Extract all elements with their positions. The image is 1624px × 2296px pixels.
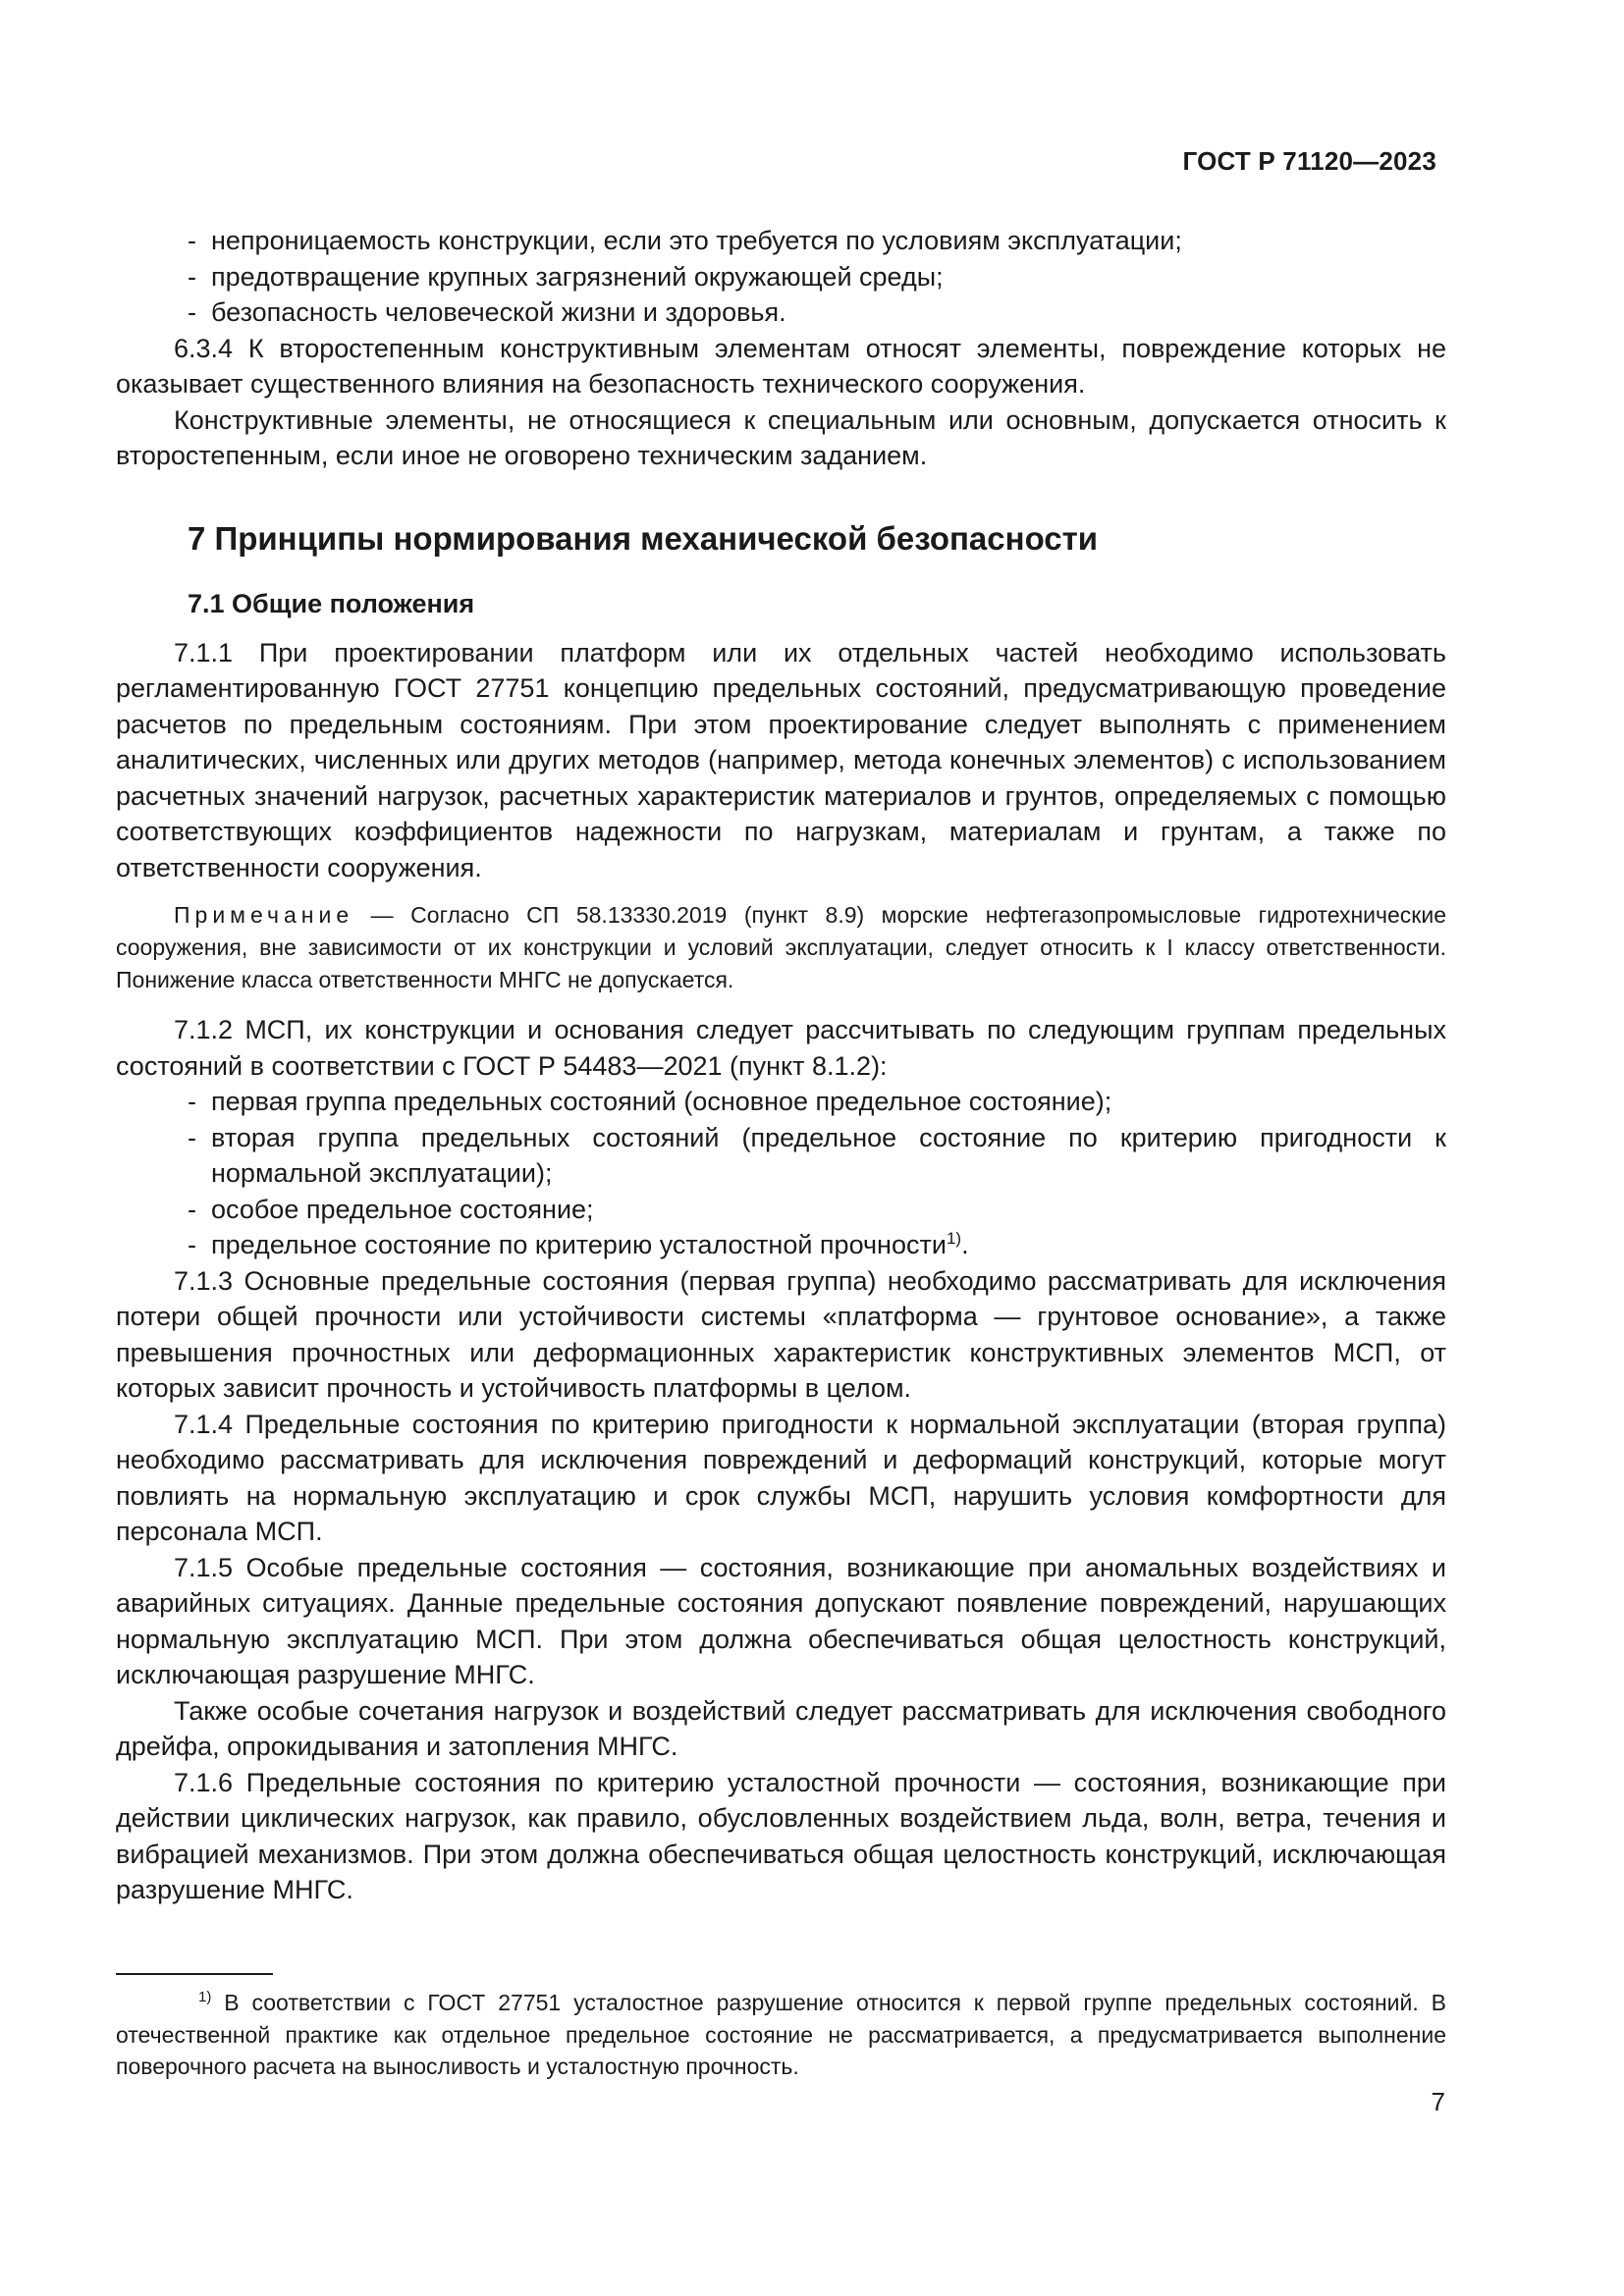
paragraph-7-1-6: 7.1.6 Предельные состояния по критерию усталостной прочности — состояния, возникающие при действии циклических нагрузок, как правило, обусловленных воздействием льда, волн, ветра, течения и вибрацией механизмов. При этом должна обеспечиваться общая целостность конструкций, исключающая разрушение МНГС.	[116, 1767, 1446, 1904]
list-item: - особое предельное состояние;	[188, 1194, 594, 1224]
paragraph-6-3-4-cont: Конструктивные элементы, не относящиеся к специальным или основным, допускается относить к второстепенным, если иное не оговорено техническим заданием.	[116, 404, 1446, 470]
paragraph-7-1-1: 7.1.1 При проектировании платформ или их отдельных частей необходимо использовать регламентированную ГОСТ 27751 концепцию предельных состояний, предусматривающую проведение расчетов по предельным состояниям. При этом проектирование следует выполнять с применением аналитических, численных или других методов (например, метода конечных элементов) с использованием расчетных значений нагрузок, расчетных характеристик материалов и грунтов, определяемых с помощью соответствующих коэффициентов надежности по нагрузкам, материалам и грунтам, а также по ответственности сооружения.	[116, 637, 1446, 882]
note-label: Примечание	[174, 902, 354, 928]
page-number: 7	[1431, 2087, 1445, 2116]
footnote-divider	[116, 1973, 273, 1975]
note-text: — Согласно СП 58.13330.2019 (пункт 8.9) морские нефтегазопромысловые гидротехнические сооружения, вне зависимости от их конструкции и условий эксплуатации, следует относить к I классу ответственности. Понижение класса ответственности МНГС не допускается.	[116, 902, 1446, 992]
list-item: - безопасность человеческой жизни и здоровья.	[188, 297, 786, 327]
requirements-list	[116, 223, 1446, 331]
footnote-ref[interactable]: 1)	[946, 1229, 962, 1248]
section-heading: 7 Принципы нормирования механической безопасности	[188, 519, 1099, 557]
list-item: - первая группа предельных состояний (основное предельное состояние);	[188, 1087, 1112, 1116]
paragraph-7-1-2: 7.1.2 МСП, их конструкции и основания следует рассчитывать по следующим группам предельных состояний в соответствии с ГОСТ Р 54483—2021 (пункт 8.1.2):	[116, 1015, 1446, 1081]
page-body	[116, 223, 1446, 1908]
standard-header: ГОСТ Р 71120—2023	[1182, 146, 1436, 176]
paragraph-7-1-5-cont: Также особые сочетания нагрузок и воздействий следует рассматривать для исключения свободного дрейфа, опрокидывания и затопления МНГС.	[116, 1695, 1446, 1761]
list-item: - непроницаемость конструкции, если это требуется по условиям эксплуатации;	[188, 226, 1182, 255]
footnote-text: В соответствии с ГОСТ 27751 усталостное разрушение относится к первой группе предельных состояний. В отечественной практике как отдельное предельное состояние не рассматривается, а предусматривается выполнение поверочного расчета на выносливость и усталостную прочность.	[116, 1990, 1446, 2079]
paragraph-7-1-3: 7.1.3 Основные предельные состояния (первая группа) необходимо рассматривать для исключения потери общей прочности или устойчивости системы «платформа — грунтовое основание», а также превышения прочностных или деформационных характеристик конструктивных элементов МСП, от которых зависит прочность и устойчивость платформы в целом.	[116, 1265, 1446, 1403]
subsection-heading: 7.1 Общие положения	[188, 588, 475, 618]
list-item: - предотвращение крупных загрязнений окружающей среды;	[188, 261, 944, 292]
paragraph-7-1-4: 7.1.4 Предельные состояния по критерию пригодности к нормальной эксплуатации (вторая группа) необходимо рассматривать для исключения повреждений и деформаций конструкций, которые могут повлиять на нормальную эксплуатацию и срок службы МСП, нарушить условия комфортности для персонала МСП.	[116, 1409, 1446, 1546]
paragraph-7-1-5: 7.1.5 Особые предельные состояния — состояния, возникающие при аномальных воздействиях и аварийных ситуациях. Данные предельные состояния допускают появление повреждений, нарушающих нормальную эксплуатацию МСП. При этом должна обеспечиваться общая целостность конструкций, исключающая разрушение МНГС.	[116, 1552, 1446, 1689]
footnote	[116, 1987, 1446, 2083]
note	[116, 899, 1446, 996]
footnote-marker: 1)	[198, 1989, 212, 2005]
list-item: - вторая группа предельных состояний (предельное состояние по критерию пригодности к нормальной эксплуатации);	[188, 1122, 1446, 1188]
paragraph-6-3-4: 6.3.4 К второстепенным конструктивным элементам относят элементы, повреждение которых не оказывает существенного влияния на безопасность технического сооружения.	[116, 333, 1446, 399]
list-item: - предельное состояние по критерию усталостной прочности$^{1)}$.	[188, 1229, 969, 1259]
limit-states-list	[116, 1084, 1446, 1263]
